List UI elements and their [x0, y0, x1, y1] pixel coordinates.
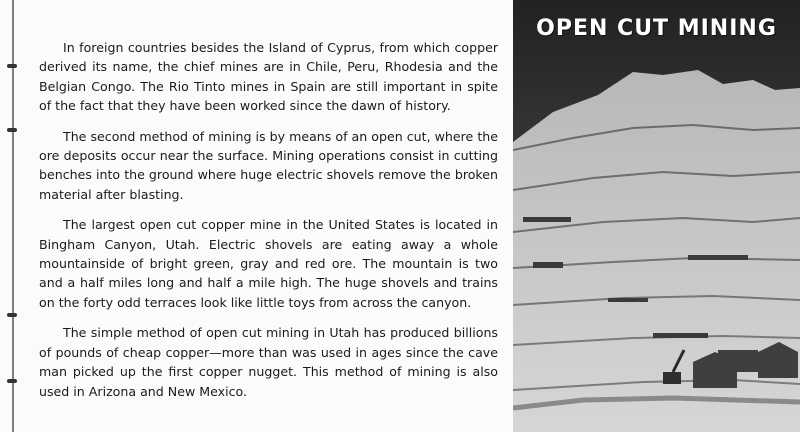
paragraph-2: The second method of mining is by means of an open cut, where the ore deposits occur near the surface. Mining operations consist in cutting benches into the ground where huge electric shovels remove the broken material after blasting.	[39, 128, 498, 202]
mine-photo	[513, 0, 800, 432]
paragraph-3: The largest open cut copper mine in the United States is located in Bingham Canyon, Utah. Electric shovels are eating away a whole mountainside of bright green, gray and red ore. The mountain is two and a half miles long and half a mile high. The huge shovels and trains on the forty odd terraces look like little toys from across the canyon.	[39, 217, 498, 310]
photo-title: OPEN CUT MINING	[536, 16, 777, 41]
article-body	[39, 38, 498, 412]
open-pit-mine-illustration	[513, 0, 800, 432]
binding-hole-mark	[7, 64, 17, 68]
page-binding	[0, 0, 22, 432]
binding-hole-mark	[7, 379, 17, 383]
paragraph-1: In foreign countries besides the Island of Cyprus, from which copper derived its name, the chief mines are in Chile, Peru, Rhodesia and the Belgian Congo. The Rio Tinto mines in Spain are still important in spite of the fact that they have been worked since the dawn of history.	[39, 40, 498, 114]
paragraph-4: The simple method of open cut mining in Utah has produced billions of pounds of cheap copper—more than was used in ages since the cave man picked up the first copper nugget. This method of mining is also used in Arizona and New Mexico.	[39, 325, 498, 399]
binding-hole-mark	[7, 313, 17, 317]
binding-hole-mark	[7, 128, 17, 132]
